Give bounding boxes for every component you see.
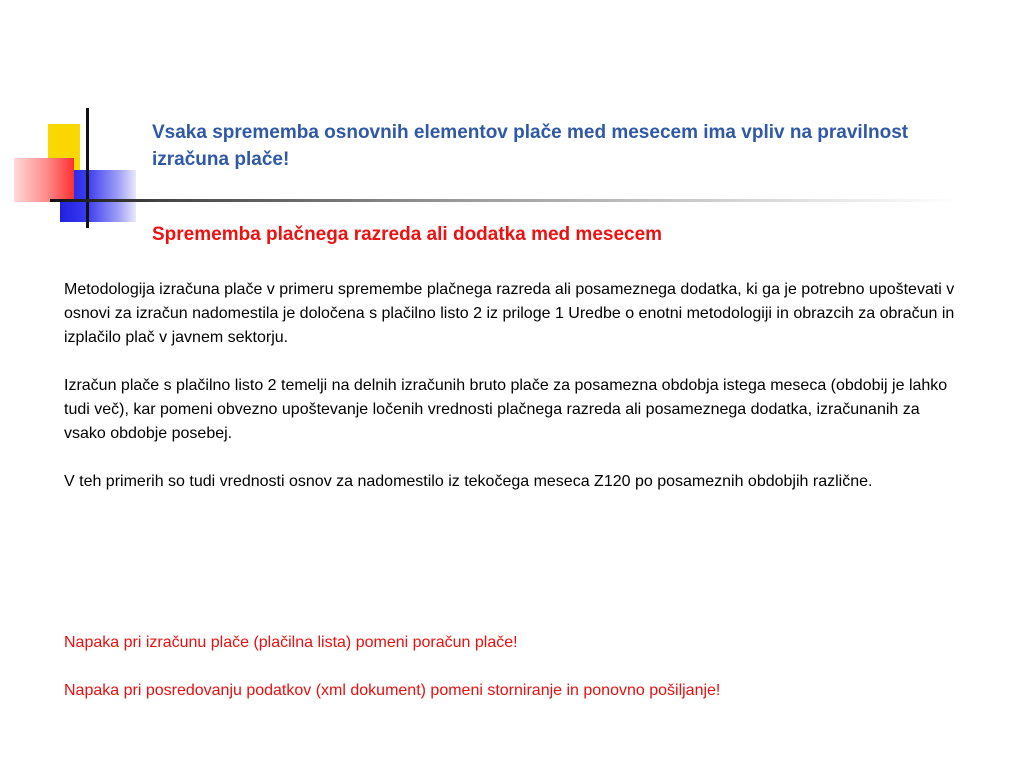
warnings [64, 631, 964, 727]
slide-subtitle: Sprememba plačnega razreda ali dodatka med mesecem [152, 224, 663, 245]
body-text [64, 278, 964, 518]
slide-title: Vsaka sprememba osnovnih elementov plače med mesecem ima vpliv na pravilnost izračuna plače! [152, 122, 909, 170]
red-square-shape [14, 158, 74, 202]
vertical-divider-line [86, 108, 89, 228]
warning-payslip: Napaka pri izračunu plače (plačilna lista) pomeni poračun plače! [64, 634, 518, 651]
paragraph-calculation: Izračun plače s plačilno listo 2 temelji na delnih izračunih bruto plače za posamezna obdobja istega meseca (obdobij je lahko tudi več), kar pomeni obvezno upoštevanje ločenih vrednosti plačnega razreda ali posameznega dodatka, izračunanih za vsako obdobje posebej. [64, 377, 948, 442]
warning-xml: Napaka pri posredovanju podatkov (xml dokument) pomeni storniranje in ponovno pošiljanje! [64, 682, 721, 699]
paragraph-methodology: Metodologija izračuna plače v primeru spremembe plačnega razreda ali posameznega dodatka, ki ga je potrebno upoštevati v osnovi za izračun nadomestila je določena s plačilno listo 2 iz priloge 1 Uredbe o enotni metodologiji in obrazcih za obračun in izplačilo plač v javnem sektorju. [64, 281, 955, 346]
horizontal-divider-line [50, 199, 960, 202]
paragraph-basis: V teh primerih so tudi vrednosti osnov za nadomestilo iz tekočega meseca Z120 po posameznih obdobjih različne. [64, 473, 873, 490]
